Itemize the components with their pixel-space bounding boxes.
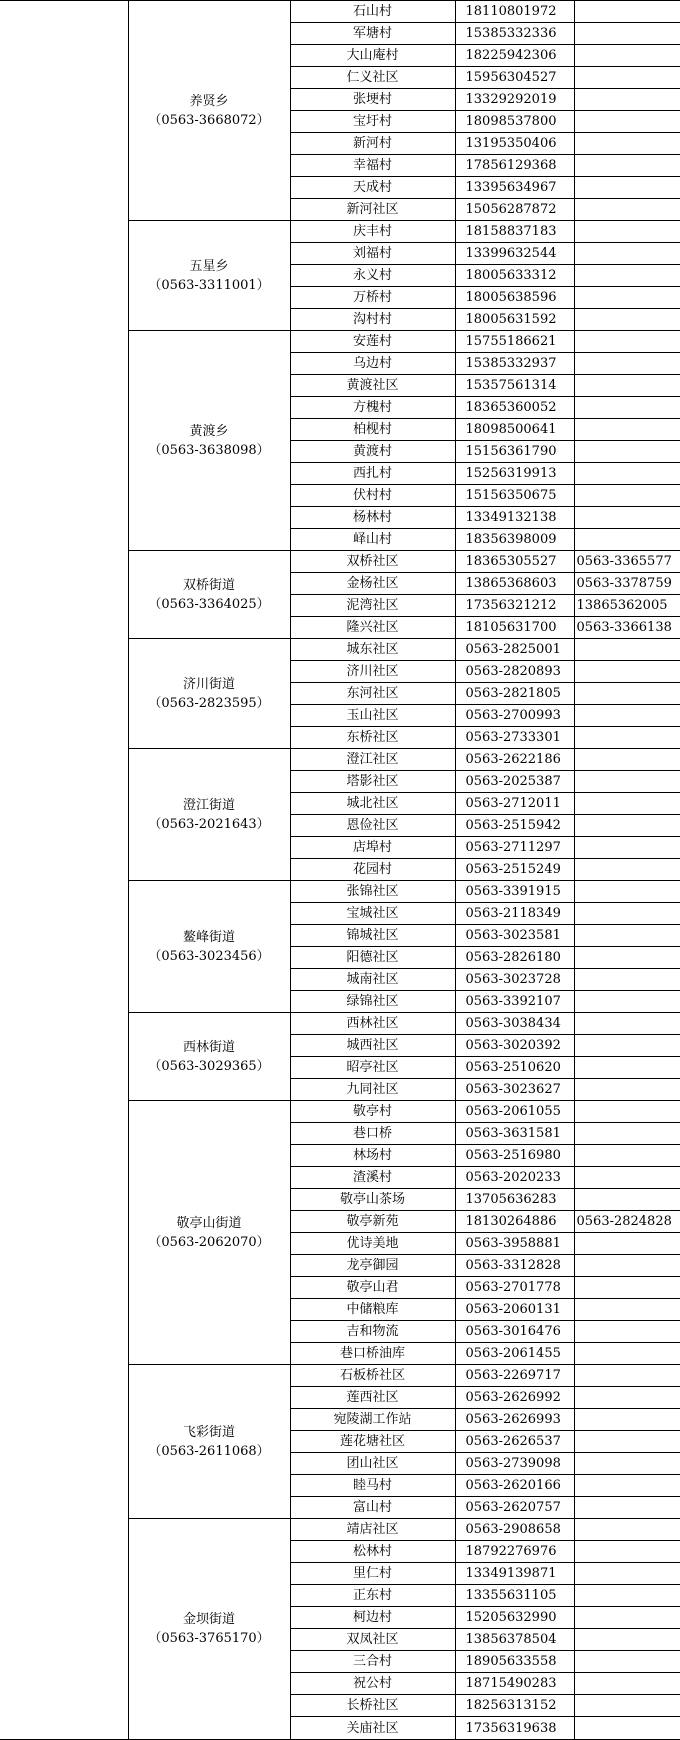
village-extra-phone [574, 1101, 680, 1123]
village-name: 泥湾社区 [290, 595, 455, 617]
village-name: 阳德社区 [290, 947, 455, 969]
village-extra-phone [574, 1585, 680, 1607]
town-phone: （0563-3029365） [148, 1058, 270, 1074]
town-phone: （0563-3311001） [148, 277, 270, 293]
town-name: 双桥街道 [182, 577, 235, 593]
village-name: 睦马村 [290, 1475, 455, 1497]
village-phone: 0563-2626993 [455, 1409, 574, 1431]
village-name: 双桥社区 [290, 551, 455, 573]
village-phone: 15156350675 [455, 485, 574, 507]
village-name: 石山村 [290, 1, 455, 23]
village-name: 吉和物流 [290, 1321, 455, 1343]
village-extra-phone [574, 309, 680, 331]
village-name: 安莲村 [290, 331, 455, 353]
village-phone: 13705636283 [455, 1189, 574, 1211]
village-extra-phone [574, 441, 680, 463]
village-extra-phone [574, 353, 680, 375]
village-name: 宝城社区 [290, 903, 455, 925]
village-name: 莲西社区 [290, 1387, 455, 1409]
village-phone: 0563-3038434 [455, 1013, 574, 1035]
town-name: 西林街道 [182, 1039, 235, 1055]
village-extra-phone [574, 1343, 680, 1365]
village-phone: 0563-2061455 [455, 1343, 574, 1365]
village-extra-phone [574, 859, 680, 881]
village-extra-phone [574, 1277, 680, 1299]
village-extra-phone [574, 1123, 680, 1145]
village-phone: 0563-2025387 [455, 771, 574, 793]
village-phone: 18105631700 [455, 617, 574, 639]
village-phone: 13399632544 [455, 243, 574, 265]
town-name: 济川街道 [182, 676, 235, 692]
village-phone: 0563-2826180 [455, 947, 574, 969]
village-phone: 18005638596 [455, 287, 574, 309]
village-name: 城西社区 [290, 1035, 455, 1057]
village-name: 富山村 [290, 1497, 455, 1519]
village-phone: 0563-2620166 [455, 1475, 574, 1497]
village-name: 九同社区 [290, 1079, 455, 1101]
town-cell [128, 639, 290, 749]
village-phone: 18365305527 [455, 551, 574, 573]
village-extra-phone [574, 1365, 680, 1387]
village-extra-phone [574, 177, 680, 199]
village-phone: 0563-2620757 [455, 1497, 574, 1519]
village-phone: 0563-2020233 [455, 1167, 574, 1189]
village-extra-phone [574, 727, 680, 749]
village-name: 伏村村 [290, 485, 455, 507]
village-extra-phone [574, 287, 680, 309]
village-extra-phone [574, 1519, 680, 1541]
village-name: 昭亭社区 [290, 1057, 455, 1079]
village-name: 巷口桥 [290, 1123, 455, 1145]
village-extra-phone [574, 221, 680, 243]
village-name: 方槐村 [290, 397, 455, 419]
village-phone: 0563-2626537 [455, 1431, 574, 1453]
village-phone: 0563-3023728 [455, 969, 574, 991]
village-extra-phone [574, 155, 680, 177]
village-phone: 0563-3958881 [455, 1233, 574, 1255]
village-name: 恩俭社区 [290, 815, 455, 837]
village-extra-phone [574, 1475, 680, 1497]
village-extra-phone [574, 837, 680, 859]
town-phone: （0563-2611068） [148, 1443, 270, 1459]
town-name: 五星乡 [189, 258, 229, 274]
village-extra-phone [574, 903, 680, 925]
village-name: 柏枧村 [290, 419, 455, 441]
town-name: 飞彩街道 [182, 1424, 235, 1440]
village-name: 峄山村 [290, 529, 455, 551]
village-name: 城南社区 [290, 969, 455, 991]
village-name: 城北社区 [290, 793, 455, 815]
village-name: 龙亭御园 [290, 1255, 455, 1277]
village-phone: 18905633558 [455, 1651, 574, 1673]
village-name: 莲花塘社区 [290, 1431, 455, 1453]
village-name: 巷口桥油库 [290, 1343, 455, 1365]
town-cell [128, 1013, 290, 1101]
village-extra-phone [574, 485, 680, 507]
village-name: 乌边村 [290, 353, 455, 375]
village-extra-phone [574, 199, 680, 221]
town-phone: （0563-3765170） [148, 1631, 270, 1646]
village-name: 万桥村 [290, 287, 455, 309]
village-name: 黄渡社区 [290, 375, 455, 397]
village-extra-phone [574, 529, 680, 551]
village-phone: 18005631592 [455, 309, 574, 331]
village-phone: 0563-2510620 [455, 1057, 574, 1079]
village-name: 新河社区 [290, 199, 455, 221]
village-phone: 0563-2622186 [455, 749, 574, 771]
village-phone: 18005633312 [455, 265, 574, 287]
village-extra-phone [574, 1079, 680, 1101]
village-name: 张锦社区 [290, 881, 455, 903]
village-extra-phone [574, 23, 680, 45]
village-phone: 18110801972 [455, 1, 574, 23]
town-cell [128, 551, 290, 639]
village-extra-phone [574, 1607, 680, 1629]
village-phone: 18256313152 [455, 1695, 574, 1717]
village-name: 大山庵村 [290, 45, 455, 67]
village-name: 正东村 [290, 1585, 455, 1607]
village-extra-phone [574, 1431, 680, 1453]
village-extra-phone [574, 1189, 680, 1211]
village-extra-phone [574, 111, 680, 133]
village-phone: 13349132138 [455, 507, 574, 529]
village-extra-phone: 0563-3366138 [574, 617, 680, 639]
village-phone: 0563-2908658 [455, 1519, 574, 1541]
village-name: 绿锦社区 [290, 991, 455, 1013]
town-phone: （0563-2021643） [148, 816, 270, 832]
town-cell [128, 1, 290, 221]
village-extra-phone [574, 1717, 680, 1740]
village-phone: 0563-2701778 [455, 1277, 574, 1299]
village-name: 关庙社区 [290, 1717, 455, 1740]
village-name: 城东社区 [290, 639, 455, 661]
village-phone: 15056287872 [455, 199, 574, 221]
village-name: 石板桥社区 [290, 1365, 455, 1387]
village-extra-phone [574, 1497, 680, 1519]
village-name: 新河村 [290, 133, 455, 155]
village-extra-phone [574, 1057, 680, 1079]
village-phone: 17356321212 [455, 595, 574, 617]
town-phone: （0563-2062070） [148, 1234, 270, 1250]
village-phone: 0563-2061055 [455, 1101, 574, 1123]
village-phone: 13395634967 [455, 177, 574, 199]
village-extra-phone [574, 793, 680, 815]
village-name: 松林村 [290, 1541, 455, 1563]
town-phone: （0563-2823595） [148, 695, 270, 711]
village-extra-phone [574, 705, 680, 727]
village-extra-phone [574, 507, 680, 529]
village-extra-phone [574, 1167, 680, 1189]
village-extra-phone [574, 243, 680, 265]
village-extra-phone: 13865362005 [574, 595, 680, 617]
village-phone: 18225942306 [455, 45, 574, 67]
village-phone: 15357561314 [455, 375, 574, 397]
town-cell [128, 1519, 290, 1740]
village-extra-phone [574, 925, 680, 947]
village-name: 幸福村 [290, 155, 455, 177]
village-extra-phone [574, 1651, 680, 1673]
left-blank-column [0, 1, 128, 1740]
town-cell [128, 1101, 290, 1365]
village-extra-phone [574, 463, 680, 485]
village-phone: 17856129368 [455, 155, 574, 177]
village-phone: 18158837183 [455, 221, 574, 243]
town-phone: （0563-3638098） [148, 442, 270, 458]
village-phone: 15385332937 [455, 353, 574, 375]
village-name: 仁义社区 [290, 67, 455, 89]
village-name: 西林社区 [290, 1013, 455, 1035]
village-extra-phone [574, 67, 680, 89]
village-phone: 0563-3392107 [455, 991, 574, 1013]
village-phone: 13329292019 [455, 89, 574, 111]
village-extra-phone [574, 1013, 680, 1035]
village-extra-phone [574, 1541, 680, 1563]
village-phone: 18715490283 [455, 1673, 574, 1695]
village-name: 店埠村 [290, 837, 455, 859]
village-extra-phone [574, 1629, 680, 1651]
village-name: 永义村 [290, 265, 455, 287]
village-name: 敬亭山君 [290, 1277, 455, 1299]
town-cell [128, 221, 290, 331]
village-phone: 0563-3020392 [455, 1035, 574, 1057]
village-name: 军塘村 [290, 23, 455, 45]
town-phone: （0563-3668072） [148, 112, 270, 128]
village-extra-phone [574, 133, 680, 155]
village-name: 金杨社区 [290, 573, 455, 595]
village-extra-phone [574, 749, 680, 771]
village-name: 东河社区 [290, 683, 455, 705]
town-name: 鳌峰街道 [182, 929, 235, 945]
village-extra-phone [574, 639, 680, 661]
village-phone: 18365360052 [455, 397, 574, 419]
village-phone: 18356398009 [455, 529, 574, 551]
village-phone: 0563-2515942 [455, 815, 574, 837]
village-name: 玉山社区 [290, 705, 455, 727]
village-name: 渣溪村 [290, 1167, 455, 1189]
village-phone: 0563-2825001 [455, 639, 574, 661]
village-extra-phone [574, 1695, 680, 1717]
village-extra-phone [574, 1321, 680, 1343]
village-phone: 18130264886 [455, 1211, 574, 1233]
village-phone: 13355631105 [455, 1585, 574, 1607]
village-extra-phone [574, 1, 680, 23]
village-phone: 0563-2712011 [455, 793, 574, 815]
village-extra-phone [574, 969, 680, 991]
town-name: 澄江街道 [182, 797, 235, 813]
village-phone: 0563-2060131 [455, 1299, 574, 1321]
village-name: 三合村 [290, 1651, 455, 1673]
village-extra-phone [574, 771, 680, 793]
village-extra-phone [574, 1563, 680, 1585]
village-name: 花园村 [290, 859, 455, 881]
village-name: 天成村 [290, 177, 455, 199]
village-name: 里仁村 [290, 1563, 455, 1585]
village-phone: 0563-2820893 [455, 661, 574, 683]
town-name: 养贤乡 [189, 93, 229, 109]
village-name: 黄渡村 [290, 441, 455, 463]
town-cell [128, 881, 290, 1013]
village-phone: 0563-2700993 [455, 705, 574, 727]
village-extra-phone [574, 1673, 680, 1695]
village-phone: 0563-3023581 [455, 925, 574, 947]
village-extra-phone [574, 397, 680, 419]
village-name: 沟村村 [290, 309, 455, 331]
village-name: 庆丰村 [290, 221, 455, 243]
village-name: 宝圩村 [290, 111, 455, 133]
village-phone: 0563-3023627 [455, 1079, 574, 1101]
village-name: 中储粮库 [290, 1299, 455, 1321]
village-phone: 18098500641 [455, 419, 574, 441]
village-extra-phone [574, 991, 680, 1013]
village-name: 济川社区 [290, 661, 455, 683]
village-phone: 15956304527 [455, 67, 574, 89]
village-phone: 0563-3391915 [455, 881, 574, 903]
village-phone: 13195350406 [455, 133, 574, 155]
village-extra-phone [574, 375, 680, 397]
village-name: 敬亭山茶场 [290, 1189, 455, 1211]
village-extra-phone [574, 1453, 680, 1475]
village-name: 柯边村 [290, 1607, 455, 1629]
village-extra-phone [574, 881, 680, 903]
village-name: 宛陵湖工作站 [290, 1409, 455, 1431]
village-extra-phone [574, 45, 680, 67]
village-phone: 15205632990 [455, 1607, 574, 1629]
village-phone: 0563-2626992 [455, 1387, 574, 1409]
village-name: 东桥社区 [290, 727, 455, 749]
village-name: 刘福村 [290, 243, 455, 265]
town-cell [128, 1365, 290, 1519]
village-name: 隆兴社区 [290, 617, 455, 639]
village-phone: 13865368603 [455, 573, 574, 595]
village-name: 西扎村 [290, 463, 455, 485]
village-extra-phone [574, 1145, 680, 1167]
village-phone: 13856378504 [455, 1629, 574, 1651]
village-name: 张埂村 [290, 89, 455, 111]
village-phone: 0563-2118349 [455, 903, 574, 925]
village-name: 祝公村 [290, 1673, 455, 1695]
town-cell [128, 749, 290, 881]
town-cell [128, 331, 290, 551]
village-extra-phone [574, 1299, 680, 1321]
village-phone: 0563-3016476 [455, 1321, 574, 1343]
village-phone: 0563-3312828 [455, 1255, 574, 1277]
village-phone: 0563-2516980 [455, 1145, 574, 1167]
village-name: 塔影社区 [290, 771, 455, 793]
village-name: 林场村 [290, 1145, 455, 1167]
town-name: 敬亭山街道 [176, 1215, 242, 1231]
village-phone: 0563-2269717 [455, 1365, 574, 1387]
village-extra-phone: 0563-3365577 [574, 551, 680, 573]
village-extra-phone [574, 661, 680, 683]
village-extra-phone [574, 1233, 680, 1255]
village-extra-phone [574, 1409, 680, 1431]
table-body [0, 1, 680, 1740]
village-extra-phone [574, 947, 680, 969]
village-phone: 0563-2711297 [455, 837, 574, 859]
village-phone: 15156361790 [455, 441, 574, 463]
village-phone: 0563-3631581 [455, 1123, 574, 1145]
village-phone: 15385332336 [455, 23, 574, 45]
village-phone: 18098537800 [455, 111, 574, 133]
village-phone: 0563-2733301 [455, 727, 574, 749]
village-phone: 0563-2515249 [455, 859, 574, 881]
village-name: 杨林村 [290, 507, 455, 529]
village-name: 长桥社区 [290, 1695, 455, 1717]
village-extra-phone [574, 1035, 680, 1057]
village-phone: 18792276976 [455, 1541, 574, 1563]
village-extra-phone: 0563-3378759 [574, 573, 680, 595]
village-extra-phone [574, 89, 680, 111]
village-phone: 0563-2821805 [455, 683, 574, 705]
village-name: 靖店社区 [290, 1519, 455, 1541]
village-phone: 0563-2739098 [455, 1453, 574, 1475]
village-extra-phone [574, 683, 680, 705]
village-extra-phone [574, 331, 680, 353]
village-phone: 15256319913 [455, 463, 574, 485]
village-extra-phone: 0563-2824828 [574, 1211, 680, 1233]
village-extra-phone [574, 815, 680, 837]
table-row [0, 1, 680, 23]
village-phone: 15755186621 [455, 331, 574, 353]
village-name: 澄江社区 [290, 749, 455, 771]
village-extra-phone [574, 265, 680, 287]
village-name: 敬亭村 [290, 1101, 455, 1123]
village-phone: 13349139871 [455, 1563, 574, 1585]
village-extra-phone [574, 419, 680, 441]
town-name: 黄渡乡 [189, 423, 229, 439]
village-name: 团山社区 [290, 1453, 455, 1475]
village-name: 优诗美地 [290, 1233, 455, 1255]
village-phone: 17356319638 [455, 1717, 574, 1740]
village-extra-phone [574, 1255, 680, 1277]
village-name: 锦城社区 [290, 925, 455, 947]
village-name: 敬亭新苑 [290, 1211, 455, 1233]
village-name: 双凤社区 [290, 1629, 455, 1651]
village-extra-phone [574, 1387, 680, 1409]
town-phone: （0563-3364025） [148, 596, 270, 612]
town-phone: （0563-3023456） [148, 948, 270, 964]
town-name: 金坝街道 [182, 1612, 235, 1627]
